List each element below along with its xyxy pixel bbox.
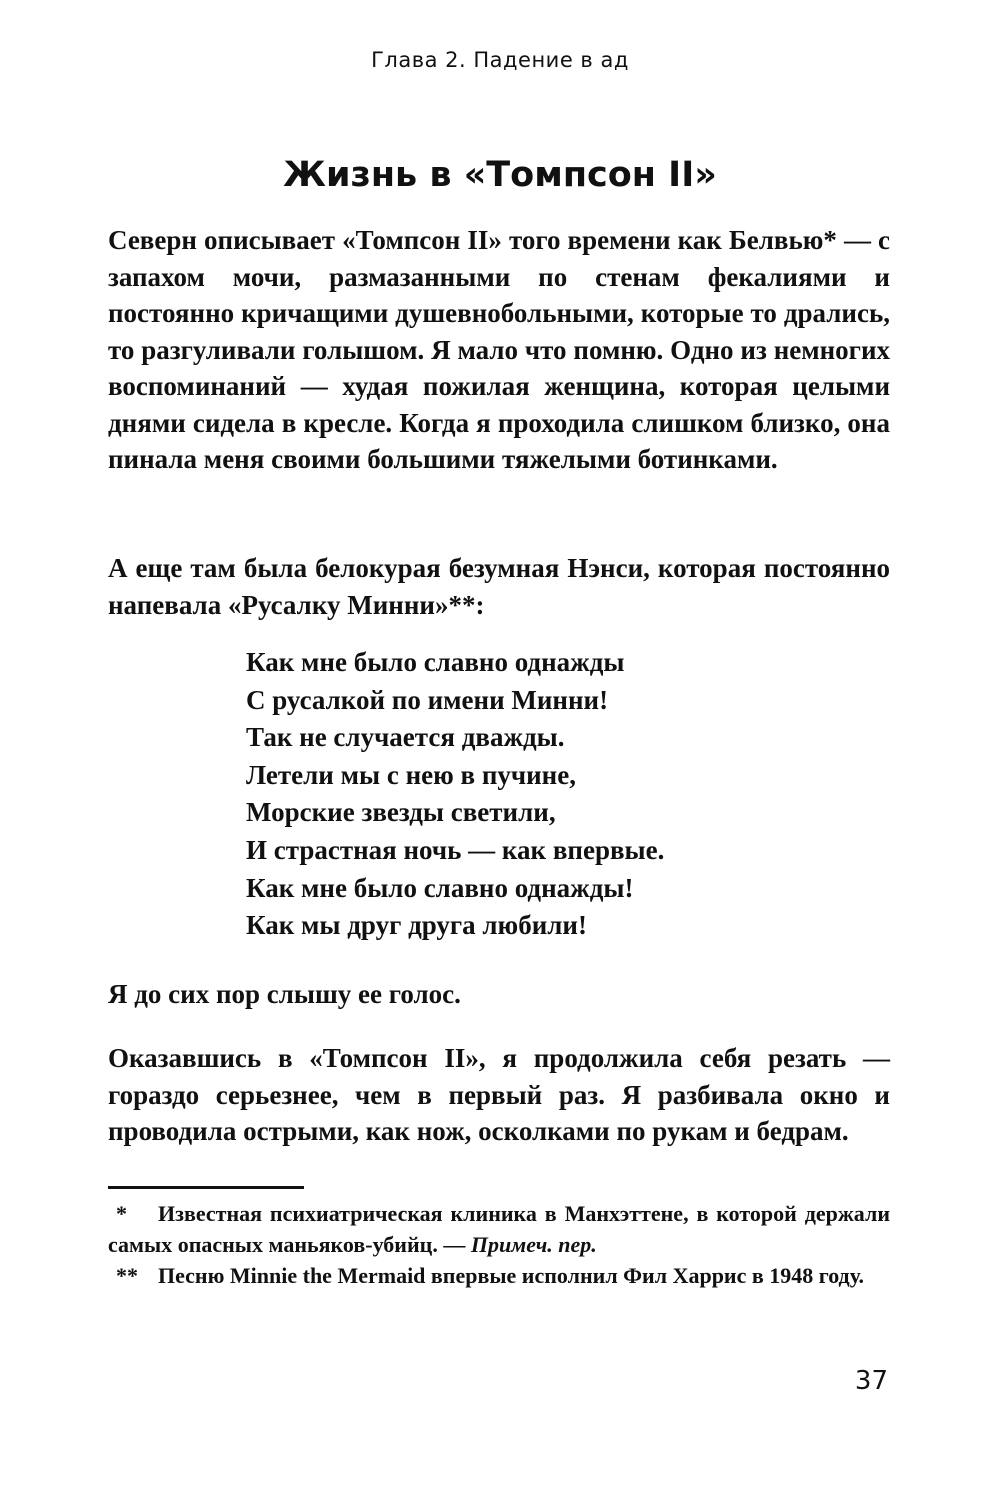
running-head: Глава 2. Падение в ад: [371, 48, 629, 72]
paragraph-text: А еще там была белокурая безумная Нэнси, которая постоянно напевала «Русалку Минни»**:: [108, 553, 890, 620]
poem-line: И страстная ночь — как впервые.: [246, 834, 665, 865]
section-title: Жизнь в «Томпсон II»: [283, 155, 717, 195]
poem-line: Как мы друг друга любили!: [246, 910, 587, 941]
paragraph: [108, 1040, 890, 1150]
paragraph-text: Я до сих пор слышу ее голос.: [108, 979, 461, 1009]
poem-line: Как мне было славно однажды: [246, 647, 625, 677]
paragraph: [108, 222, 890, 478]
paragraph: [108, 550, 890, 623]
poem-stanza: [246, 644, 664, 945]
poem-line: Так не случается дважды.: [246, 722, 565, 753]
poem-line: Морские звезды светили,: [246, 797, 556, 828]
footnote-divider: [108, 1186, 304, 1189]
footnote: [108, 1198, 890, 1260]
paragraph-text: Северн описывает «Томпсон II» того времени как Белвью* — с запахом мочи, размазанными по стенам фекалиями и постоянно кричащими душевнобольными, которые то дрались, то разгуливали голышом. Я мало что помню. Одно из немногих воспоминаний — худая пожилая женщина, которая целыми днями сидела в кресле. Когда я проходила слишком близко, она пинала меня своими большими тяжелыми ботинками.: [108, 225, 890, 474]
footnotes: [108, 1198, 890, 1291]
poem-line: Как мне было славно однажды!: [246, 872, 634, 903]
paragraph: [108, 976, 890, 1013]
page-number: 37: [854, 1366, 888, 1396]
footnote-mark: *: [116, 1201, 127, 1226]
footnote-text: Известная психиатрическая клиника в Манхэттене, в которой держали самых опасных маньяков-убийц. —: [108, 1201, 890, 1257]
poem-line: С русалкой по имени Минни!: [246, 684, 609, 715]
poem-line: Летели мы с нею в пучине,: [246, 759, 576, 790]
translator-note-label: Примеч. пер.: [470, 1232, 597, 1257]
footnote-mark: **: [116, 1263, 138, 1288]
paragraph-text: Оказавшись в «Томпсон II», я продолжила себя резать — гораздо серьезнее, чем в первый раз. Я разбивала окно и проводила острыми, как нож, осколками по рукам и бедрам.: [108, 1043, 890, 1146]
footnote-text: Песню Minnie the Mermaid впервые исполнил Фил Харрис в 1948 году.: [158, 1263, 864, 1288]
footnote: [108, 1260, 890, 1291]
